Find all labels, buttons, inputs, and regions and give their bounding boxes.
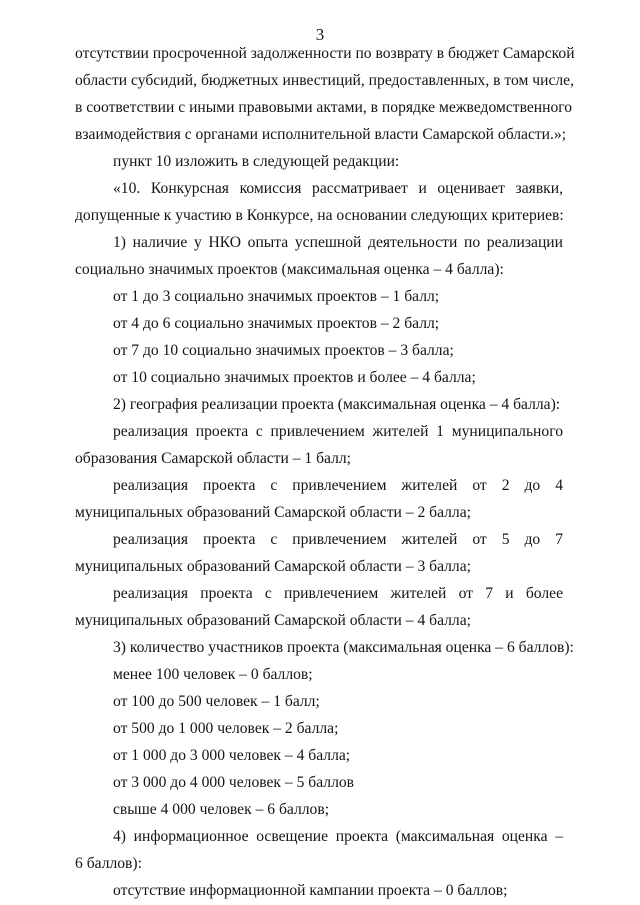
text-line: области субсидий, бюджетных инвестиций, предоставленных, в том числе, <box>75 72 574 89</box>
text-line: реализация проекта с привлечением жителей от 2 до 4 <box>113 477 563 494</box>
text-line: социально значимых проектов (максимальная оценка – 4 балла): <box>75 261 504 278</box>
text-line: муниципальных образований Самарской области – 4 балла; <box>75 612 471 629</box>
text-line: допущенные к участию в Конкурсе, на основании следующих критериев: <box>75 207 564 224</box>
text-line: пункт 10 изложить в следующей редакции: <box>113 153 400 170</box>
text-line: от 1 000 до 3 000 человек – 4 балла; <box>113 747 351 764</box>
page-number: 3 <box>315 25 325 44</box>
text-line: от 4 до 6 социально значимых проектов – 2 балл; <box>113 315 440 332</box>
text-line: 3) количество участников проекта (максимальная оценка – 6 баллов): <box>113 639 574 656</box>
text-line: отсутствие информационной кампании проекта – 0 баллов; <box>113 882 508 899</box>
text-line: образования Самарской области – 1 балл; <box>75 450 352 467</box>
text-line: от 3 000 до 4 000 человек – 5 баллов <box>113 774 355 791</box>
text-line: 1) наличие у НКО опыта успешной деятельности по реализации <box>113 234 563 251</box>
text-line: «10. Конкурсная комиссия рассматривает и оценивает заявки, <box>113 180 563 197</box>
text-line: от 500 до 1 000 человек – 2 балла; <box>113 720 339 737</box>
text-line: 6 баллов): <box>75 855 142 872</box>
text-line: менее 100 человек – 0 баллов; <box>113 666 313 683</box>
text-line: реализация проекта с привлечением жителей от 5 до 7 <box>113 531 563 548</box>
text-line: отсутствии просроченной задолженности по возврату в бюджет Самарской <box>75 45 575 62</box>
text-line: от 100 до 500 человек – 1 балл; <box>113 693 320 710</box>
text-line: 4) информационное освещение проекта (максимальная оценка – <box>113 828 563 845</box>
text-line: от 7 до 10 социально значимых проектов – 3 балла; <box>113 342 454 359</box>
text-line: от 10 социально значимых проектов и более – 4 балла; <box>113 369 476 386</box>
text-line: свыше 4 000 человек – 6 баллов; <box>113 801 330 818</box>
text-line: от 1 до 3 социально значимых проектов – 1 балл; <box>113 288 440 305</box>
text-line: 2) география реализации проекта (максимальная оценка – 4 балла): <box>113 396 561 413</box>
text-line: реализация проекта с привлечением жителей от 7 и более <box>113 585 563 602</box>
text-line: муниципальных образований Самарской области – 3 балла; <box>75 558 471 575</box>
document-body <box>75 40 575 904</box>
text-line: в соответствии с иными правовыми актами, в порядке межведомственного <box>75 99 573 116</box>
text-line: взаимодействия с органами исполнительной власти Самарской области.»; <box>75 126 567 143</box>
text-line: муниципальных образований Самарской области – 2 балла; <box>75 504 471 521</box>
text-line: реализация проекта с привлечением жителей 1 муниципального <box>113 423 563 440</box>
